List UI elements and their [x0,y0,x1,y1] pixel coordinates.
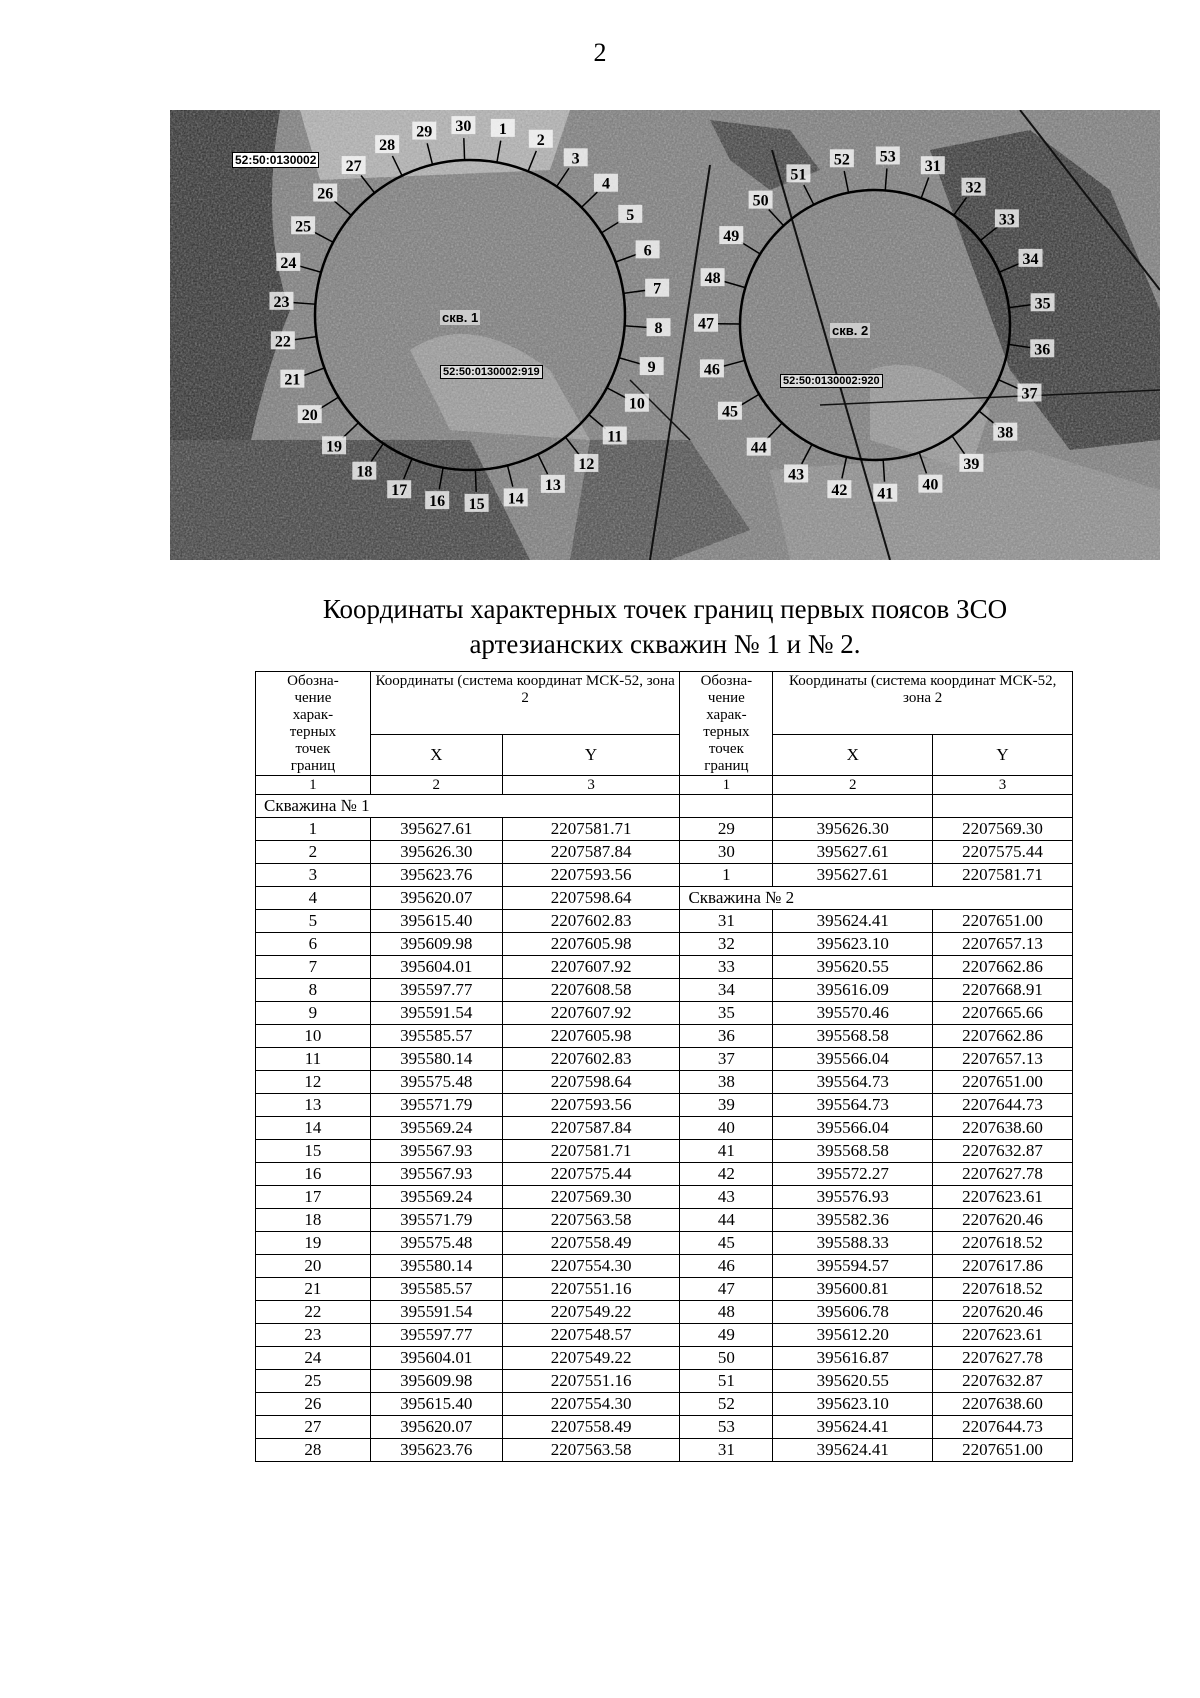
title-line-2: артезианских скважин № 1 и № 2. [469,629,861,659]
well-2-point-label: 36 [1034,341,1051,359]
well-1-point-label: 22 [274,333,291,351]
coord-x-cell: 395624.41 [773,910,933,933]
point-id-cell: 5 [256,910,371,933]
coord-x-cell: 395564.73 [773,1071,933,1094]
coord-x-cell: 395564.73 [773,1094,933,1117]
coord-x-cell: 395566.04 [773,1048,933,1071]
coord-y-cell: 2207563.58 [502,1209,680,1232]
table-row [256,841,1073,864]
coord-y-cell: 2207618.52 [933,1232,1073,1255]
well-1-point-label: 25 [295,218,312,236]
well-label-2: скв. 2 [832,323,869,338]
point-id-cell: 26 [256,1393,371,1416]
coord-y-cell: 2207662.86 [933,956,1073,979]
point-id-cell: 42 [680,1163,773,1186]
well-2-point-label: 39 [963,455,980,473]
well-1-point-label: 17 [391,482,408,500]
point-id-cell: 53 [680,1416,773,1439]
coord-x-cell: 395594.57 [773,1255,933,1278]
point-id-cell: 20 [256,1255,371,1278]
point-id-cell: 48 [680,1301,773,1324]
point-id-cell: 41 [680,1140,773,1163]
coord-y-cell: 2207651.00 [933,1439,1073,1462]
point-id-cell: 40 [680,1117,773,1140]
well-1-point-label: 19 [326,438,343,456]
point-id-cell: 14 [256,1117,371,1140]
coord-x-cell: 395623.76 [370,864,502,887]
table-row [256,1439,1073,1462]
table-row [256,1255,1073,1278]
well-2-point-label: 35 [1034,295,1051,313]
coord-x-cell: 395569.24 [370,1117,502,1140]
well-2-point-label: 51 [790,166,807,184]
point-id-cell: 35 [680,1002,773,1025]
well-2-point-label: 50 [752,192,769,210]
empty-cell [933,795,1073,818]
well-2-point-label: 44 [750,439,767,457]
coord-x-cell: 395568.58 [773,1140,933,1163]
coord-x-cell: 395620.07 [370,1416,502,1439]
point-id-cell: 16 [256,1163,371,1186]
table-row [256,1163,1073,1186]
point-id-cell: 43 [680,1186,773,1209]
coord-x-cell: 395575.48 [370,1232,502,1255]
coord-y-cell: 2207617.86 [933,1255,1073,1278]
well-2-point-label: 47 [698,315,715,333]
coord-y-cell: 2207620.46 [933,1301,1073,1324]
parcel-label-quarter: 52:50:0130002 [232,152,319,168]
well-1-point-label: 21 [284,371,301,389]
coord-x-cell: 395567.93 [370,1163,502,1186]
well-2-point-label: 42 [831,482,848,500]
section-well-2: Скважина № 2 [680,887,1073,910]
table-row [256,818,1073,841]
coord-x-cell: 395615.40 [370,910,502,933]
point-id-cell: 46 [680,1255,773,1278]
col-number: 3 [933,776,1073,795]
coord-y-cell: 2207598.64 [502,887,680,910]
parcel-label-920: 52:50:0130002:920 [780,374,883,388]
coord-x-cell: 395580.14 [370,1255,502,1278]
table-row [256,1393,1073,1416]
point-id-cell: 7 [256,956,371,979]
coord-x-cell: 395571.79 [370,1094,502,1117]
point-id-cell: 28 [256,1439,371,1462]
coord-x-cell: 395627.61 [773,864,933,887]
point-id-cell: 39 [680,1094,773,1117]
coord-x-cell: 395609.98 [370,1370,502,1393]
well-1-point-label: 26 [317,185,334,203]
coord-y-cell: 2207623.61 [933,1186,1073,1209]
well-2-point-label: 31 [924,158,941,176]
table-row [256,1025,1073,1048]
well-2-point-label: 38 [997,424,1014,442]
coord-y-cell: 2207605.98 [502,1025,680,1048]
point-id-cell: 8 [256,979,371,1002]
well-1-point-label: 24 [280,254,297,272]
parcel-label-919: 52:50:0130002:919 [440,365,543,379]
coord-y-cell: 2207668.91 [933,979,1073,1002]
coord-y-cell: 2207651.00 [933,910,1073,933]
coord-x-cell: 395620.55 [773,1370,933,1393]
coord-y-cell: 2207575.44 [933,841,1073,864]
well-1-point-label: 8 [654,320,663,338]
table-row [256,1347,1073,1370]
coord-y-cell: 2207644.73 [933,1416,1073,1439]
coord-y-cell: 2207607.92 [502,1002,680,1025]
coord-y-cell: 2207587.84 [502,841,680,864]
coord-x-cell: 395623.76 [370,1439,502,1462]
site-map [170,110,1160,560]
table-row [256,1094,1073,1117]
point-id-cell: 49 [680,1324,773,1347]
coord-x-cell: 395620.55 [773,956,933,979]
coord-y-cell: 2207602.83 [502,1048,680,1071]
coord-y-cell: 2207581.71 [502,1140,680,1163]
coord-x-cell: 395624.41 [773,1416,933,1439]
coord-x-cell: 395588.33 [773,1232,933,1255]
table-row [256,1278,1073,1301]
point-id-cell: 38 [680,1071,773,1094]
table-row [256,1117,1073,1140]
table-row [256,910,1073,933]
well-1-point-label: 7 [653,280,662,298]
coord-x-cell: 395580.14 [370,1048,502,1071]
empty-cell [773,795,933,818]
well-label-1: скв. 1 [442,310,479,325]
point-id-cell: 12 [256,1071,371,1094]
well-1-point-label: 1 [498,120,507,138]
col-number: 3 [502,776,680,795]
coord-x-cell: 395627.61 [773,841,933,864]
table-row [256,1232,1073,1255]
point-id-cell: 21 [256,1278,371,1301]
well-1-point-label: 29 [416,123,433,141]
coord-y-cell: 2207569.30 [502,1186,680,1209]
well-1-point-label: 18 [356,463,373,481]
coord-x-cell: 395585.57 [370,1278,502,1301]
well-1-point-label: 6 [643,242,652,260]
coord-y-cell: 2207593.56 [502,1094,680,1117]
header-point-left: Обозна- чение харак- терных точек границ [256,672,371,776]
well-1-point-label: 5 [626,206,635,224]
coord-y-cell: 2207632.87 [933,1140,1073,1163]
well-2-point-label: 52 [833,151,850,169]
point-id-cell: 18 [256,1209,371,1232]
point-id-cell: 19 [256,1232,371,1255]
coord-x-cell: 395624.41 [773,1439,933,1462]
table-row [256,864,1073,887]
coord-y-cell: 2207608.58 [502,979,680,1002]
well-1-point-label: 28 [379,137,396,155]
header-coords-right: Координаты (система координат МСК-52, зона 2 [773,672,1073,735]
well-2-point-label: 41 [877,485,894,503]
empty-cell [680,795,773,818]
coord-y-cell: 2207558.49 [502,1416,680,1439]
coord-y-cell: 2207551.16 [502,1278,680,1301]
well-2-point-label: 37 [1021,385,1038,403]
coord-x-cell: 395604.01 [370,956,502,979]
coord-x-cell: 395615.40 [370,1393,502,1416]
well-2-point-label: 46 [703,361,720,379]
coord-x-cell: 395576.93 [773,1186,933,1209]
coord-y-cell: 2207549.22 [502,1347,680,1370]
well-1-point-label: 4 [601,175,610,193]
point-id-cell: 27 [256,1416,371,1439]
table-row [256,1370,1073,1393]
point-id-cell: 17 [256,1186,371,1209]
well-2-point-label: 34 [1022,250,1039,268]
coord-y-cell: 2207607.92 [502,956,680,979]
well-1-point-label: 27 [345,158,362,176]
coord-x-cell: 395609.98 [370,933,502,956]
header-y-right: Y [933,735,1073,776]
coord-x-cell: 395567.93 [370,1140,502,1163]
point-id-cell: 34 [680,979,773,1002]
point-id-cell: 33 [680,956,773,979]
coord-x-cell: 395623.10 [773,1393,933,1416]
coord-y-cell: 2207638.60 [933,1393,1073,1416]
point-id-cell: 3 [256,864,371,887]
header-x-left: X [370,735,502,776]
header-coords-left: Координаты (система координат МСК-52, зона 2 [370,672,680,735]
coord-y-cell: 2207632.87 [933,1370,1073,1393]
coord-x-cell: 395597.77 [370,979,502,1002]
coord-y-cell: 2207593.56 [502,864,680,887]
coord-y-cell: 2207575.44 [502,1163,680,1186]
well-2-point-label: 48 [704,270,721,288]
point-id-cell: 45 [680,1232,773,1255]
well-2-point-label: 33 [998,211,1015,229]
point-id-cell: 2 [256,841,371,864]
coord-x-cell: 395600.81 [773,1278,933,1301]
point-id-cell: 25 [256,1370,371,1393]
coord-y-cell: 2207638.60 [933,1117,1073,1140]
coord-y-cell: 2207551.16 [502,1370,680,1393]
coord-x-cell: 395626.30 [370,841,502,864]
well-1-point-label: 13 [544,476,561,494]
well-1-point-label: 9 [647,359,656,377]
header-y-left: Y [502,735,680,776]
coord-x-cell: 395569.24 [370,1186,502,1209]
table-row [256,1140,1073,1163]
coord-x-cell: 395606.78 [773,1301,933,1324]
section-well-1: Скважина № 1 [256,795,680,818]
coord-x-cell: 395627.61 [370,818,502,841]
point-id-cell: 4 [256,887,371,910]
coord-x-cell: 395591.54 [370,1002,502,1025]
well-2-point-label: 45 [721,403,738,421]
point-id-cell: 11 [256,1048,371,1071]
well-1-point-tick [475,470,476,492]
table-row [256,887,1073,910]
coord-x-cell: 395585.57 [370,1025,502,1048]
well-1-point-label: 10 [628,395,645,413]
point-id-cell: 52 [680,1393,773,1416]
coord-x-cell: 395572.27 [773,1163,933,1186]
table-row [256,1186,1073,1209]
coord-y-cell: 2207563.58 [502,1439,680,1462]
point-id-cell: 6 [256,933,371,956]
coord-y-cell: 2207623.61 [933,1324,1073,1347]
coord-y-cell: 2207602.83 [502,910,680,933]
coord-y-cell: 2207605.98 [502,933,680,956]
coord-x-cell: 395591.54 [370,1301,502,1324]
point-id-cell: 50 [680,1347,773,1370]
point-id-cell: 32 [680,933,773,956]
col-number: 1 [680,776,773,795]
well-1-point-tick [464,138,465,160]
coord-x-cell: 395623.10 [773,933,933,956]
coord-y-cell: 2207651.00 [933,1071,1073,1094]
well-1-point-label: 16 [429,493,446,511]
point-id-cell: 1 [256,818,371,841]
table-row [256,1324,1073,1347]
well-1-point-label: 2 [536,131,545,149]
coordinates-table [255,671,1073,1462]
coord-y-cell: 2207581.71 [502,818,680,841]
coord-x-cell: 395626.30 [773,818,933,841]
well-1-point-label: 30 [455,118,472,136]
coord-y-cell: 2207627.78 [933,1163,1073,1186]
point-id-cell: 37 [680,1048,773,1071]
coord-x-cell: 395575.48 [370,1071,502,1094]
well-2-point-label: 49 [723,228,740,246]
table-row [256,1209,1073,1232]
point-id-cell: 31 [680,910,773,933]
point-id-cell: 31 [680,1439,773,1462]
well-2-point-label: 32 [965,179,982,197]
coord-y-cell: 2207598.64 [502,1071,680,1094]
table-row [256,1048,1073,1071]
table-row [256,979,1073,1002]
coord-y-cell: 2207587.84 [502,1117,680,1140]
point-id-cell: 29 [680,818,773,841]
coord-x-cell: 395568.58 [773,1025,933,1048]
coord-y-cell: 2207549.22 [502,1301,680,1324]
coord-y-cell: 2207657.13 [933,933,1073,956]
well-1-point-label: 12 [578,455,595,473]
point-id-cell: 22 [256,1301,371,1324]
header-point-right: Обозна- чение харак- терных точек границ [680,672,773,776]
coord-y-cell: 2207644.73 [933,1094,1073,1117]
table-row [256,1071,1073,1094]
well-1-point-label: 14 [507,490,524,508]
well-1-point-label: 20 [301,407,318,425]
coord-x-cell: 395616.09 [773,979,933,1002]
coord-x-cell: 395616.87 [773,1347,933,1370]
table-row [256,956,1073,979]
point-id-cell: 30 [680,841,773,864]
well-1-point-label: 15 [468,495,485,513]
page-number: 2 [593,38,607,67]
point-id-cell: 1 [680,864,773,887]
title-line-1: Координаты характерных точек границ первых поясов ЗСО [322,594,1008,624]
col-number: 1 [256,776,371,795]
coord-y-cell: 2207627.78 [933,1347,1073,1370]
coord-y-cell: 2207554.30 [502,1255,680,1278]
well-2-point-label: 53 [879,148,896,166]
point-id-cell: 47 [680,1278,773,1301]
coord-y-cell: 2207554.30 [502,1393,680,1416]
well-1-point-label: 23 [273,293,290,311]
coord-x-cell: 395604.01 [370,1347,502,1370]
well-2-point-label: 40 [922,476,939,494]
coord-y-cell: 2207662.86 [933,1025,1073,1048]
point-id-cell: 44 [680,1209,773,1232]
coord-x-cell: 395570.46 [773,1002,933,1025]
header-x-right: X [773,735,933,776]
table-row [256,1002,1073,1025]
coord-x-cell: 395571.79 [370,1209,502,1232]
table-row [256,1301,1073,1324]
point-id-cell: 36 [680,1025,773,1048]
coord-y-cell: 2207548.57 [502,1324,680,1347]
well-1-point-label: 3 [571,150,580,168]
point-id-cell: 23 [256,1324,371,1347]
coord-y-cell: 2207620.46 [933,1209,1073,1232]
table-row [256,933,1073,956]
coord-y-cell: 2207569.30 [933,818,1073,841]
point-id-cell: 10 [256,1025,371,1048]
coord-y-cell: 2207665.66 [933,1002,1073,1025]
table-row [256,1416,1073,1439]
coord-y-cell: 2207657.13 [933,1048,1073,1071]
document-title [170,592,1160,662]
col-number: 2 [773,776,933,795]
coord-y-cell: 2207558.49 [502,1232,680,1255]
well-2-point-label: 43 [788,466,805,484]
well-1-point-label: 11 [607,428,623,446]
coord-x-cell: 395597.77 [370,1324,502,1347]
coord-x-cell: 395566.04 [773,1117,933,1140]
coord-x-cell: 395612.20 [773,1324,933,1347]
coord-x-cell: 395582.36 [773,1209,933,1232]
coord-y-cell: 2207618.52 [933,1278,1073,1301]
point-id-cell: 24 [256,1347,371,1370]
col-number: 2 [370,776,502,795]
point-id-cell: 9 [256,1002,371,1025]
coord-y-cell: 2207581.71 [933,864,1073,887]
point-id-cell: 13 [256,1094,371,1117]
point-id-cell: 15 [256,1140,371,1163]
coord-x-cell: 395620.07 [370,887,502,910]
point-id-cell: 51 [680,1370,773,1393]
